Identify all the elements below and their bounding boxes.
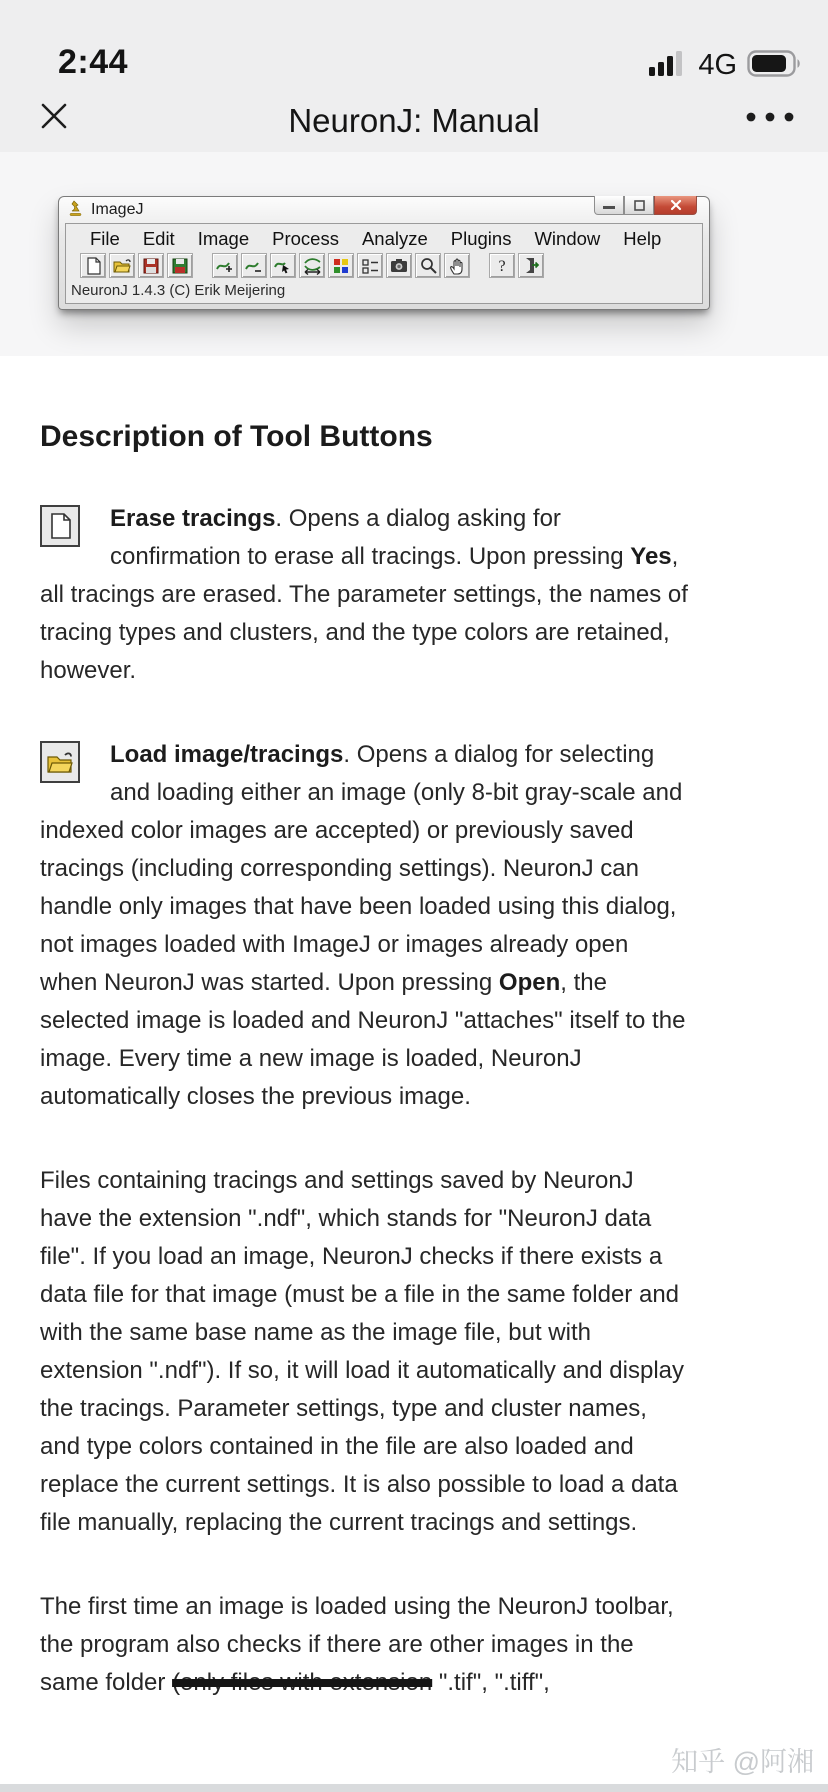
microscope-icon [69,200,83,221]
snapshot-icon [386,253,412,278]
zoom-icon [415,253,441,278]
status-bar [0,0,828,90]
imagej-window [58,196,710,310]
menu-item-edit: Edit [142,228,175,249]
imagej-screenshot-figure[interactable] [0,152,828,356]
more-options-icon[interactable] [742,100,798,134]
save-tracings-icon [138,253,164,278]
imagej-window-title: ImageJ [91,201,144,218]
imagej-window-body [65,223,703,304]
menu-item-image: Image [197,228,250,249]
menu-item-process: Process [272,228,339,249]
close-window-button [654,196,697,215]
erase-tracings-icon [80,253,106,278]
cellular-signal-icon [649,51,688,81]
watermark: 知乎 @阿湘 [671,1747,814,1777]
bottom-edge-strip [0,1784,828,1792]
struck-text: (only files with extension [172,1669,433,1696]
load-image-tracings-button-icon [40,741,80,783]
menu-item-plugins: Plugins [450,228,512,249]
minimize-button [594,196,624,215]
erase-tracings-button-icon [40,505,80,547]
erase-tracings-paragraph: Erase tracings. Opens a dialog asking for confirmation to erase all tracings. Upon pressing Yes, all tracings are erased. The parameter settings, the names of tracing types and clusters, and the type colors are retained, however. [40,505,688,684]
quit-icon [518,253,544,278]
load-image-tracings-icon [109,253,135,278]
clock: 2:44 [58,43,129,81]
parameters-icon [357,253,383,278]
window-controls [594,196,697,215]
article [0,420,828,1702]
first-load-paragraph: The first time an image is loaded using the NeuronJ toolbar, the program also checks if there are other images in the same folder (only files with extension ".tif", ".tiff", [40,1593,674,1696]
help-icon [489,253,515,278]
export-tracings-icon [167,253,193,278]
imagej-titlebar [59,197,709,223]
move-vertices-icon [270,253,296,278]
add-tracings-icon [212,253,238,278]
scroll-icon [444,253,470,278]
imagej-toolbar [66,251,702,278]
menu-item-window: Window [534,228,601,249]
load-tracings-paragraph: Load image/tracings. Opens a dialog for selecting and loading either an image (only 8-bit gray-scale and indexed color images are accepted) or previously saved tracings (including corresponding settings). NeuronJ can handle only images that have been loaded using this dialog, not images loaded with ImageJ or images already open when NeuronJ was started. Upon pressing Open, the selected image is loaded and NeuronJ "attaches" itself to the image. Every time a new image is loaded, NeuronJ automatically closes the previous image. [40,741,686,1110]
section-heading: Description of Tool Buttons [40,420,433,453]
delete-tracings-icon [241,253,267,278]
imagej-status-text: NeuronJ 1.4.3 (C) Erik Meijering [71,282,286,299]
menu-item-analyze: Analyze [361,228,428,249]
top-bar [0,0,828,152]
menu-item-help: Help [623,228,662,249]
svg-text:?: ? [498,258,506,274]
measure-tracings-icon [299,253,325,278]
data-file-paragraph: Files containing tracings and settings saved by NeuronJ have the extension ".ndf", which stands for "NeuronJ data file". If you load an image, NeuronJ checks if there exists a data file for that image (must be a file in the same folder and with the same base name as the image file, but with extension ".ndf"). If so, it will load it automatically and display the tracings. Parameter settings, type and cluster names, and type colors contained in the file are also loaded and replace the current settings. It is also possible to load a data file manually, replacing the current tracings and settings. [40,1167,685,1536]
page-title: NeuronJ: Manual [288,102,540,139]
network-type-label: 4G [698,49,737,81]
imagej-menubar [66,224,702,251]
menu-item-file: File [90,228,120,249]
battery-icon [747,50,802,82]
nav-bar [0,90,828,152]
attributes-icon [328,253,354,278]
maximize-button [624,196,654,215]
